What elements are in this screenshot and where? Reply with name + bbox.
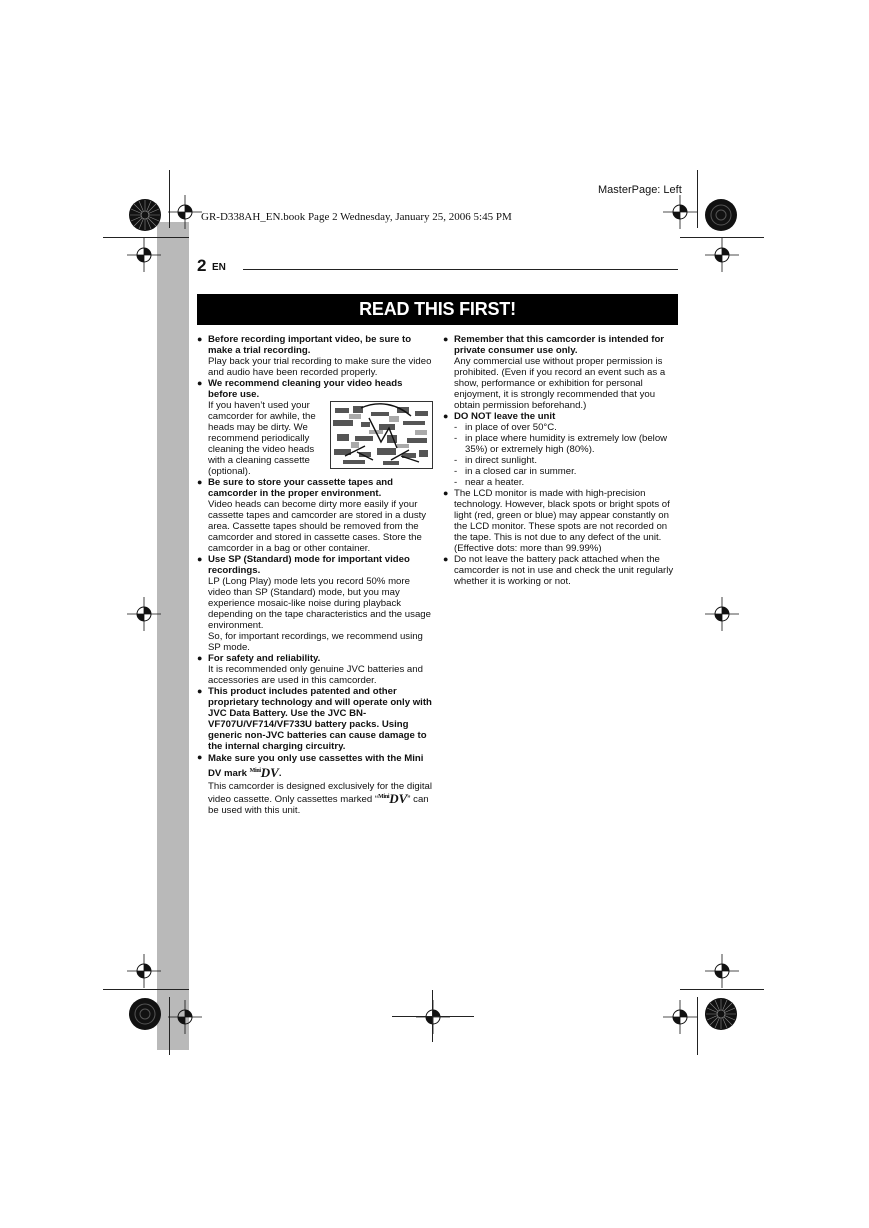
registration-crosshair-icon — [663, 1000, 697, 1034]
item-heading: We recommend cleaning your video heads before use. — [208, 378, 403, 400]
item-heading: Be sure to store your cassette tapes and camcorder in the proper environment. — [208, 477, 394, 499]
list-item — [197, 554, 433, 653]
registration-crosshair-icon — [416, 1000, 450, 1034]
book-info-line: GR-D338AH_EN.book Page 2 Wednesday, January 25, 2006 5:45 PM — [201, 211, 512, 223]
sub-list-item: - in place where humidity is extremely low (below 35%) or extremely high (80%). — [454, 433, 668, 455]
registration-sunburst-icon — [128, 997, 162, 1031]
registration-crosshair-icon — [168, 195, 202, 229]
item-text: This camcorder is designed exclusively for the digital video cassette. Only cassettes marked “$^{Mini}$DV” can be used with this unit. — [208, 781, 432, 816]
bullet-icon: ● — [197, 334, 203, 344]
list-item — [197, 334, 433, 378]
bullet-icon: ● — [197, 477, 203, 487]
registration-crosshair-icon — [168, 1000, 202, 1034]
sub-list-item: - in a closed car in summer. — [454, 466, 577, 477]
item-text: If you haven’t used your camcorder for awhile, the heads may be dirty. We recommend periodically cleaning the video heads with a cleaning cassette (optional). — [208, 400, 316, 477]
list-item — [197, 477, 433, 554]
list-item — [443, 334, 679, 411]
header-rule — [243, 269, 678, 270]
list-item — [197, 686, 433, 752]
registration-sunburst-icon — [704, 997, 738, 1031]
sub-list-item: - in direct sunlight. — [454, 455, 537, 466]
left-column — [197, 334, 433, 816]
list-item — [197, 653, 433, 686]
crop-line — [392, 1016, 474, 1017]
item-text: LP (Long Play) mode lets you record 50% more video than SP (Standard) mode, but you may experience mosaic-like noise during playback depending on the tape characteristics and the usage environment. — [208, 576, 431, 631]
bullet-icon: ● — [443, 554, 449, 564]
bullet-icon: ● — [197, 378, 203, 388]
list-item — [197, 752, 433, 816]
item-text: Do not leave the battery pack attached when the camcorder is not in use and check the unit regularly whether it is working or not. — [454, 554, 674, 587]
right-column — [443, 334, 679, 587]
item-text: Video heads can become dirty more easily if your cassette tapes and camcorder are stored in a dusty area. Cassette tapes should be removed from the camcorder and stored in cassette cases. Store the camcorder in a bag or other container. — [208, 499, 427, 554]
item-text: So, for important recordings, we recommend using SP mode. — [208, 631, 423, 653]
bullet-icon: ● — [197, 752, 203, 762]
list-item — [443, 554, 679, 587]
page-number: 2 — [197, 256, 207, 275]
registration-sunburst-icon — [704, 198, 738, 232]
bullet-icon: ● — [443, 488, 449, 498]
crop-line — [432, 990, 433, 1042]
bullet-icon: ● — [443, 334, 449, 344]
bullet-icon: ● — [197, 554, 203, 564]
item-heading: Make sure you only use cassettes with the Mini DV mark $^{Mini}$DV. — [208, 753, 424, 780]
registration-crosshair-icon — [663, 195, 697, 229]
master-page-label: MasterPage: Left — [598, 184, 682, 196]
mini-dv-logo-icon: $^{Mini}$DV — [249, 765, 279, 780]
registration-crosshair-icon — [705, 238, 739, 272]
list-item — [443, 488, 679, 554]
sub-list-item: - in place of over 50°C. — [454, 422, 557, 433]
item-text: It is recommended only genuine JVC batteries and accessories are used in this camcorder. — [208, 664, 423, 686]
item-heading: Before recording important video, be sure to make a trial recording. — [208, 334, 412, 356]
dirty-video-heads-illustration — [330, 401, 433, 469]
bullet-icon: ● — [197, 686, 203, 696]
item-heading: DO NOT leave the unit — [454, 411, 556, 422]
list-item — [197, 378, 433, 477]
item-heading: This product includes patented and other proprietary technology and will operate only with JVC Data Battery. Use the JVC BN-VF707U/VF714/VF733U battery packs. Using generic non-JVC batteries can cause damage to the internal charging circuitry. — [208, 686, 432, 752]
sub-list-item: - near a heater. — [454, 477, 525, 488]
item-heading: Use SP (Standard) mode for important video recordings. — [208, 554, 410, 576]
page-title: READ THIS FIRST! — [197, 294, 678, 325]
item-heading: For safety and reliability. — [208, 653, 321, 664]
registration-crosshair-icon — [705, 597, 739, 631]
registration-crosshair-icon — [127, 597, 161, 631]
registration-crosshair-icon — [127, 954, 161, 988]
mini-dv-logo-icon: $^{Mini}$DV — [378, 791, 408, 806]
item-text: Play back your trial recording to make sure the video and audio have been recorded properly. — [208, 356, 432, 378]
registration-sunburst-icon — [128, 198, 162, 232]
registration-crosshair-icon — [705, 954, 739, 988]
page-spine-strip — [157, 222, 189, 1050]
item-text: The LCD monitor is made with high-precision technology. However, black spots or bright spots of light (red, green or blue) may appear constantly on the LCD monitor. These spots are not recorded on the tape. This is not due to any defect of the unit. (Effective dots: more than 99.99%) — [454, 488, 670, 554]
bullet-icon: ● — [197, 653, 203, 663]
list-item — [443, 411, 679, 488]
item-text: Any commercial use without proper permission is prohibited. (Even if you record an event such as a show, performance or exhibition for personal enjoyment, it is strongly recommended that you obtain permission beforehand.) — [454, 356, 666, 411]
bullet-icon: ● — [443, 411, 449, 421]
registration-crosshair-icon — [127, 238, 161, 272]
item-heading: Remember that this camcorder is intended for private consumer use only. — [454, 334, 665, 356]
page-language: EN — [212, 262, 226, 273]
